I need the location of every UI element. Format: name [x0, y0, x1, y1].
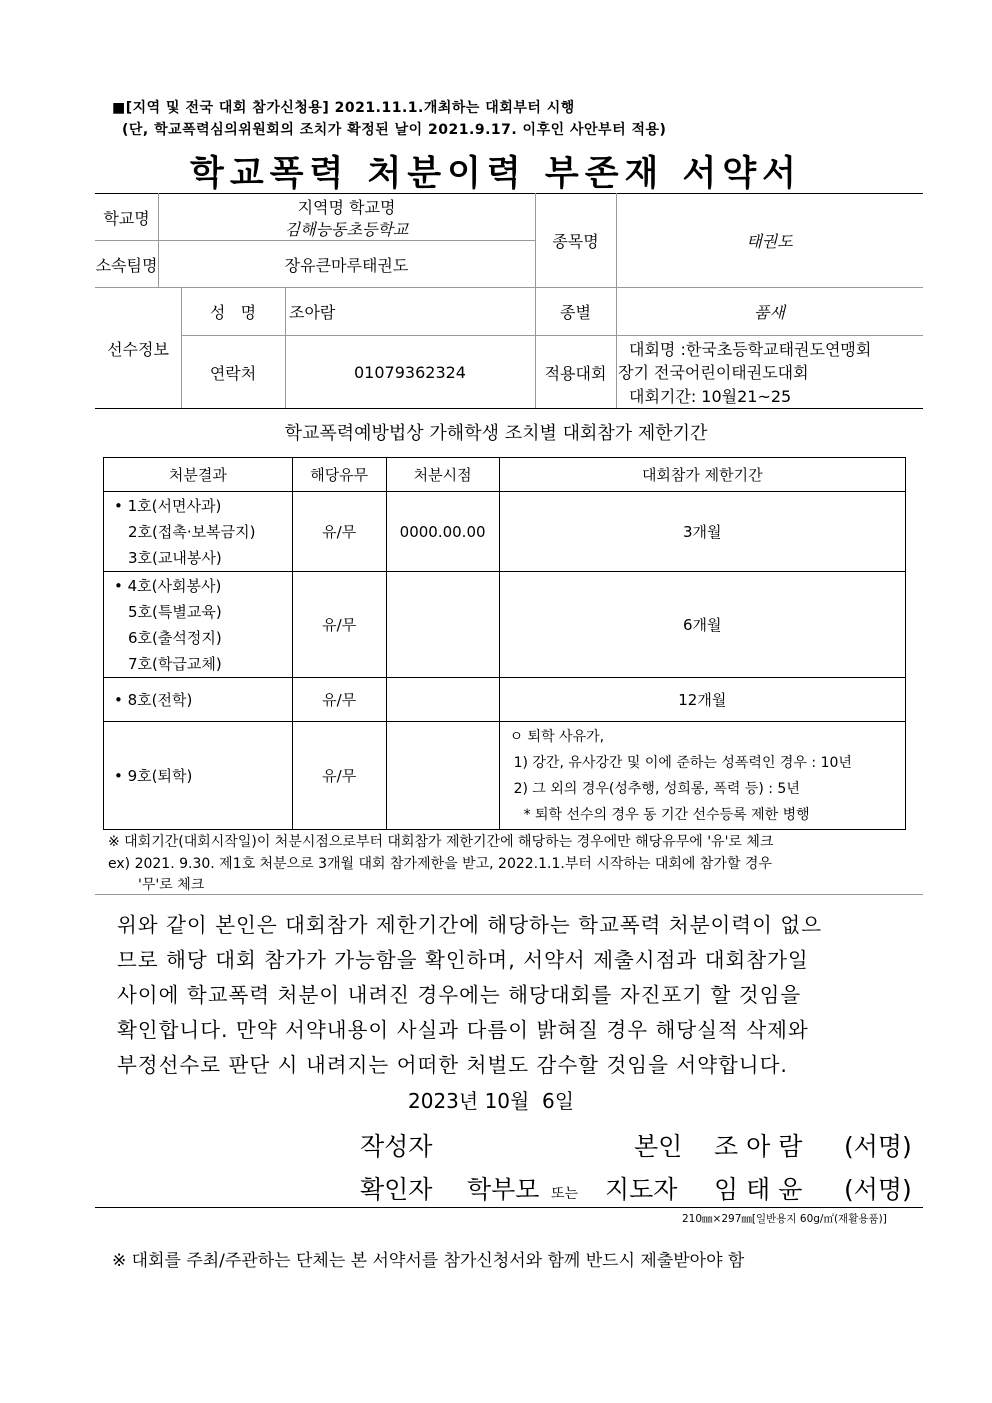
paper-spec: 210㎜×297㎜[일반용지 60g/㎡(재활용품)]: [682, 1213, 887, 1225]
sanction-item: 3호(교내봉사): [128, 548, 222, 567]
sanction-item: 5호(특별교육): [128, 602, 222, 621]
sanction-item: 7호(학급교체): [128, 654, 222, 673]
sanction-item: 6호(출석정지): [128, 628, 222, 647]
contact-value: 01079362324: [354, 362, 466, 382]
school-hint: 지역명 학교명: [297, 198, 396, 217]
writer-sign-mark: (서명): [844, 1132, 912, 1161]
coach-sign-mark: (서명): [844, 1175, 912, 1204]
column-header: 처분결과: [104, 458, 293, 492]
competition-name-line2: 장기 전국어린이태권도대회: [618, 363, 809, 382]
note-3: '무'로 체크: [138, 877, 205, 893]
sanction-items: [104, 572, 293, 678]
writer-label: 작성자: [360, 1132, 433, 1161]
pledge-line: 부정선수로 판단 시 내려지는 어떠한 처벌도 감수할 것임을 서약합니다.: [117, 1053, 788, 1077]
table-row: [104, 492, 906, 572]
sanction-item: • 9호(퇴학): [114, 766, 193, 785]
info-table-bottom-rule: [95, 408, 923, 409]
applicable-cell: 유/무: [292, 722, 386, 830]
note-1: ※ 대회기간(대회시작일)이 처분시점으로부터 대회참가 제한기간에 해당하는 경우에만 해당유무에 '유'로 체크: [108, 834, 774, 850]
player-info-label: 선수정보: [107, 339, 169, 359]
table-header-row: [104, 458, 906, 492]
signing-date: 2023년 10월 6일: [408, 1089, 575, 1113]
sanction-items: [104, 678, 293, 722]
note-2: ex) 2021. 9.30. 제1호 처분으로 3개월 대회 참가제한을 받고, 2022.1.1.부터 시작하는 대회에 참가할 경우: [108, 856, 772, 872]
applicable-cell: 유/무: [292, 678, 386, 722]
column-header: 해당유무: [292, 458, 386, 492]
period-line: 1) 강간, 유사강간 및 이에 준하는 성폭력인 경우 : 10년: [513, 754, 852, 771]
applicable-cell: 유/무: [292, 572, 386, 678]
sanction-item: 2호(접촉·보복금지): [128, 522, 256, 541]
document-title: 학교폭력 처분이력 부존재 서약서: [190, 154, 802, 194]
header-line-1: ■[지역 및 전국 대회 참가신청용] 2021.11.1.개최하는 대회부터 시행: [112, 100, 575, 116]
school-value: 김해능동초등학교: [284, 220, 409, 239]
school-label: 학교명: [103, 208, 150, 228]
expulsion-period-cell: [499, 722, 905, 830]
contact-label: 연락처: [209, 363, 257, 383]
applicable-cell: 유/무: [292, 492, 386, 572]
pledge-line: 므로 해당 대회 참가가 가능함을 확인하며, 서약서 제출시점과 대회참가일: [117, 948, 809, 972]
period-line: 2) 그 외의 경우(성추행, 성희롱, 폭력 등) : 5년: [513, 780, 800, 797]
competition-label: 적용대회: [544, 363, 607, 383]
date-cell: [386, 572, 499, 678]
table-row: [104, 722, 906, 830]
sanction-item: • 8호(전학): [114, 690, 193, 709]
pledge-line: 위와 같이 본인은 대회참가 제한기간에 해당하는 학교폭력 처분이력이 없으: [117, 913, 823, 937]
sanction-items: [104, 492, 293, 572]
pledge-line: 사이에 학교폭력 처분이 내려진 경우에는 해당대회를 자진포기 할 것임을: [117, 983, 802, 1007]
date-cell: 0000.00.00: [386, 492, 499, 572]
name-value: 조아람: [289, 303, 336, 322]
sanction-items: [104, 722, 293, 830]
sanction-table: [103, 457, 906, 830]
pledge-line: 확인합니다. 만약 서약내용이 사실과 다름이 밝혀질 경우 해당실적 삭제와: [117, 1018, 809, 1042]
period-cell: 3개월: [499, 492, 905, 572]
writer-role: 본인: [634, 1132, 683, 1161]
sanction-item: • 4호(사회봉사): [114, 576, 222, 595]
period-cell: 12개월: [499, 678, 905, 722]
confirmer-label: 확인자: [360, 1175, 433, 1204]
event-value: 태권도: [746, 232, 793, 251]
parent-label: 학부모: [467, 1175, 540, 1204]
or-text: 또는: [551, 1186, 579, 1202]
name-label: 성 명: [209, 303, 257, 322]
competition-period: 대회기간: 10월21~25: [629, 387, 792, 406]
period-line: * 퇴학 선수의 경우 동 기간 선수등록 제한 병행: [523, 806, 810, 823]
table-row: [104, 572, 906, 678]
table-row: [104, 678, 906, 722]
period-line: ㅇ 퇴학 사유가,: [509, 728, 605, 745]
notes-divider: [95, 894, 923, 895]
category-label: 종별: [560, 303, 591, 322]
bottom-rule: [95, 1207, 923, 1208]
event-label: 종목명: [552, 232, 599, 251]
footer-note: ※ 대회를 주최/주관하는 단체는 본 서약서를 참가신청서와 함께 반드시 제출받아야 함: [112, 1251, 745, 1271]
header-line-2: (단, 학교폭력심의위원회의 조치가 확정된 날이 2021.9.17. 이후인 사안부터 적용): [122, 122, 667, 138]
period-cell: 6개월: [499, 572, 905, 678]
sanction-item: • 1호(서면사과): [114, 496, 222, 515]
coach-label: 지도자: [605, 1175, 678, 1204]
column-header: 대회참가 제한기간: [499, 458, 905, 492]
section-title: 학교폭력예방법상 가해학생 조치별 대회참가 제한기간: [284, 423, 708, 444]
writer-name: 조 아 람: [714, 1132, 803, 1161]
category-value: 품새: [754, 303, 785, 322]
date-cell: [386, 722, 499, 830]
column-header: 처분시점: [386, 458, 499, 492]
team-label: 소속팀명: [95, 255, 158, 275]
date-cell: [386, 678, 499, 722]
competition-name-line1: 대회명 :한국초등학교태권도연맹회: [629, 340, 872, 359]
team-value: 장유큰마루태권도: [284, 255, 409, 275]
coach-name: 임 태 윤: [714, 1175, 803, 1204]
